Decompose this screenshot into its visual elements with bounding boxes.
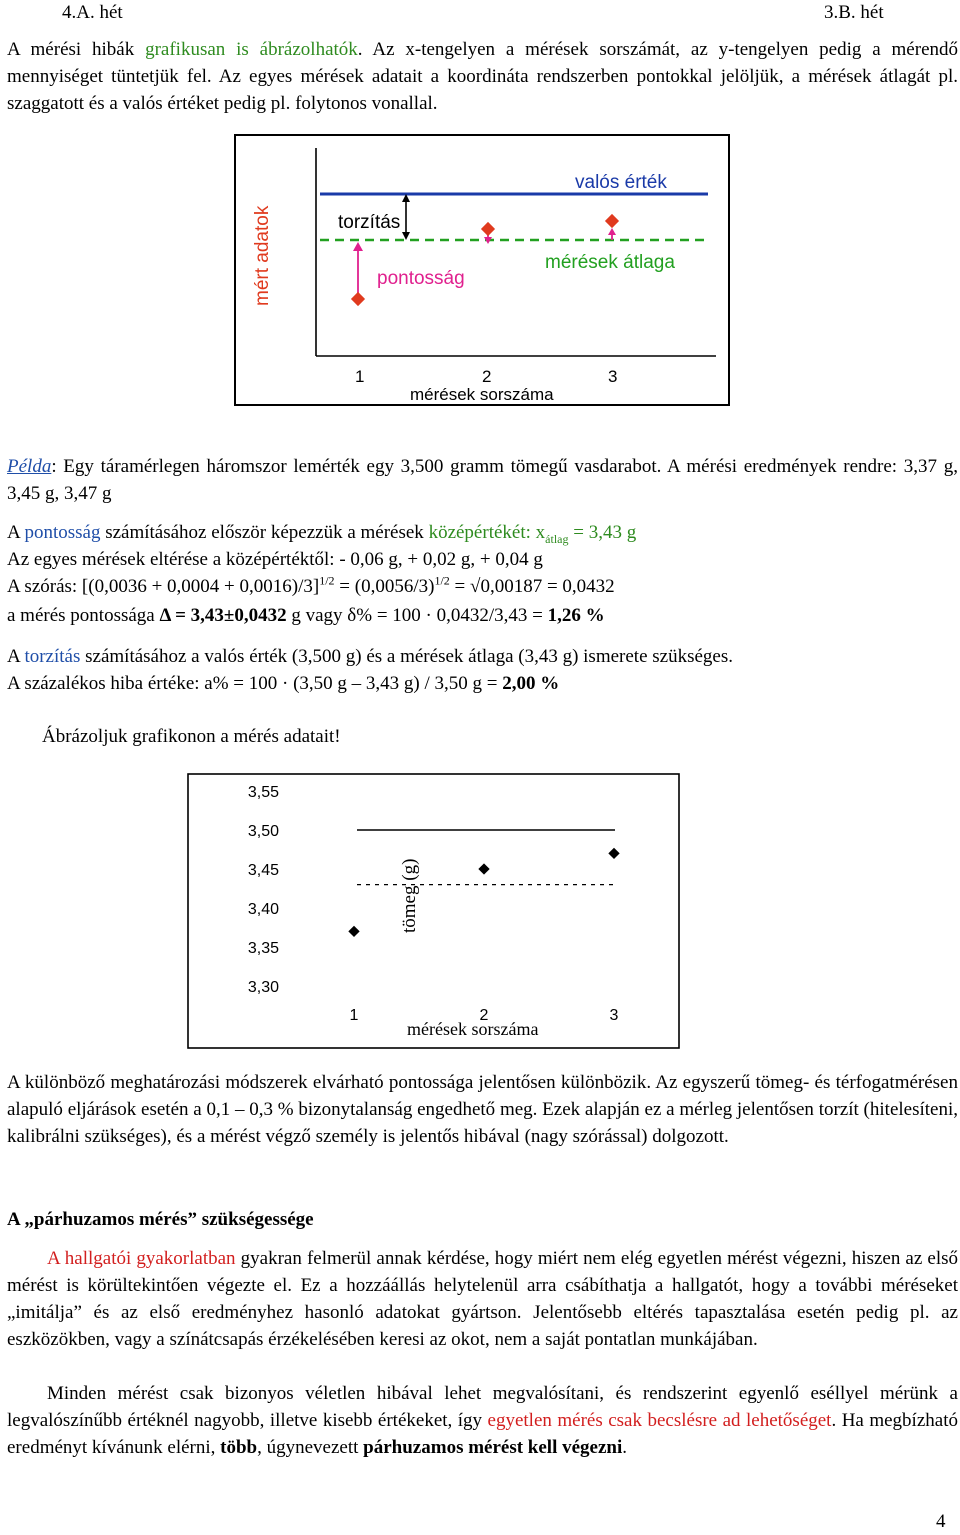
- body-paragraph-2: A hallgatói gyakorlatban gyakran felmerül annak kérdése, hogy miért nem elég egyetlen mérést végezni, hiszen az első mérést is körültekintően végezte el. Ez a hozzáállás helytelenül arra csábíthatja a hallgatót, hogy a további méréseket „imitálja” és az első eredményhez hasonló adatokat gyártson. Jelentősebb eltérés tapasztalása esetén pedig pl. az eszközökben, vagy a színátcsapás érzékelésében keresi az okot, nem a saját pontatlan munkájában.: [7, 1248, 959, 1350]
- precision-result-line: a mérés pontossága Δ = 3,43±0,0432 g vagy δ% = 100 · 0,0432/3,43 = 1,26 %: [7, 605, 605, 626]
- page-number: 4: [936, 1511, 946, 1532]
- chart-y-tick: 3,30: [247, 979, 279, 996]
- chart-y-tick: 3,35: [247, 940, 279, 957]
- section-heading: A „párhuzamos mérés” szükségessége: [7, 1209, 314, 1230]
- percent-error-line: A százalékos hiba értéke: a% = 100 · (3,50 g – 3,43 g) / 3,50 g = 2,00 %: [7, 673, 560, 694]
- term-bias: torzítás: [24, 646, 81, 667]
- chart-x-label: mérések sorszáma: [407, 1019, 539, 1039]
- intro-text-rest: . Az x-tengelyen a mérések sorszámát, az y-tengelyen pedig a mérendő mennyiséget tüntetjük fel. Az egyes mérések adatait a koordináta rendszerben pontokkal jelöljük, a mérések átlagát pl. szaggatott és a valós értéket pedig pl. folytonos vonallal.: [7, 39, 959, 114]
- diagram-y-label: mért adatok: [252, 205, 273, 306]
- chart-y-tick: 3,50: [247, 823, 279, 840]
- label-precision: pontosság: [377, 268, 465, 289]
- measurement-chart: [187, 773, 680, 1049]
- label-true-value: valós érték: [575, 172, 667, 193]
- intro-text: A mérési hibák: [7, 39, 146, 60]
- precision-value: Δ = 3,43±0,0432: [159, 605, 287, 626]
- error-schematic-diagram: [234, 134, 730, 406]
- body-paragraph-1: A különböző meghatározási módszerek elvárható pontossága jelentősen különbözik. Az egyszerű tömeg- és térfogatmérésen alapuló eljárások esetén a 0,1 – 0,3 % bizonytalanság engedhető meg. Ezek alapján ez a mérleg jelentősen torzít (hitelesíteni, kalibrálni szükséges), és a mérést végző személy is jelentős hibával (nagy szórással) dolgozott.: [7, 1072, 958, 1147]
- bias-calc-line: A torzítás számításához a valós érték (3,500 g) és a mérések átlaga (3,43 g) ismerete szükséges.: [7, 646, 733, 667]
- deviation-line: Az egyes mérések eltérése a középértéktől: - 0,06 g, + 0,02 g, + 0,04 g: [7, 549, 543, 570]
- header-right: 3.B. hét: [824, 2, 884, 23]
- highlight-single-measurement: egyetlen mérés csak becslésre ad lehetőséget: [487, 1410, 832, 1431]
- chart-y-tick: 3,40: [247, 901, 279, 918]
- diagram-x-tick-2: 2: [482, 367, 492, 386]
- diagram-x-label: mérések sorszáma: [410, 385, 554, 404]
- label-bias: torzítás: [338, 212, 401, 233]
- chart-intro: Ábrázoljuk grafikonon a mérés adatait!: [42, 726, 341, 747]
- diagram-x-tick-1: 1: [355, 367, 365, 386]
- example-intro: [7, 453, 958, 507]
- intro-paragraph: [7, 36, 958, 117]
- chart-x-tick: 1: [349, 1007, 359, 1024]
- term-precision: pontosság: [24, 522, 101, 543]
- chart-y-tick: 3,45: [247, 862, 279, 879]
- intro-highlight: grafikusan is ábrázolhatók: [145, 39, 358, 60]
- body-paragraph-3: Minden mérést csak bizonyos véletlen hibával lehet megvalósítani, és rendszerint egyenlő eséllyel mérünk a legvalószínűbb értéknél nagyobb, illetve kisebb értékeket, így egyetlen mérés csak becslésre ad lehetőséget. Ha megbízható eredményt kívánunk elérni, több, úgynevezett párhuzamos mérést kell végezni.: [7, 1383, 958, 1458]
- chart-x-tick: 2: [479, 1007, 489, 1024]
- label-mean: mérések átlaga: [545, 252, 675, 273]
- highlight-lab-practice: A hallgatói gyakorlatban: [47, 1248, 236, 1269]
- diagram-x-tick-3: 3: [608, 367, 618, 386]
- percent-error-value: 2,00 %: [502, 673, 560, 694]
- mean-calc-line: A pontosság számításához először képezzük a mérések középértékét: $x_{átlag} = 3,43$ g: [7, 522, 637, 546]
- std-dev-line: A szórás: $[(0,0036 + 0,0004 + 0,0016)/3]^{1/2} = (0,0056/3)^{1/2} = √0,00187 = 0,0432$: [7, 573, 615, 597]
- term-mean: középértékét: [428, 522, 526, 543]
- precision-percent: 1,26 %: [547, 605, 605, 626]
- chart-y-label: tömeg (g): [399, 858, 420, 933]
- header-left: 4.A. hét: [62, 2, 123, 23]
- chart-y-tick: 3,55: [247, 784, 279, 801]
- chart-x-tick: 3: [609, 1007, 619, 1024]
- example-label: Példa: [7, 456, 52, 477]
- example-text: : Egy táramérlegen háromszor lemérték egy 3,500 gramm tömegű vasdarabot. A mérési eredmények rendre: 3,37 g, 3,45 g, 3,47 g: [7, 456, 958, 504]
